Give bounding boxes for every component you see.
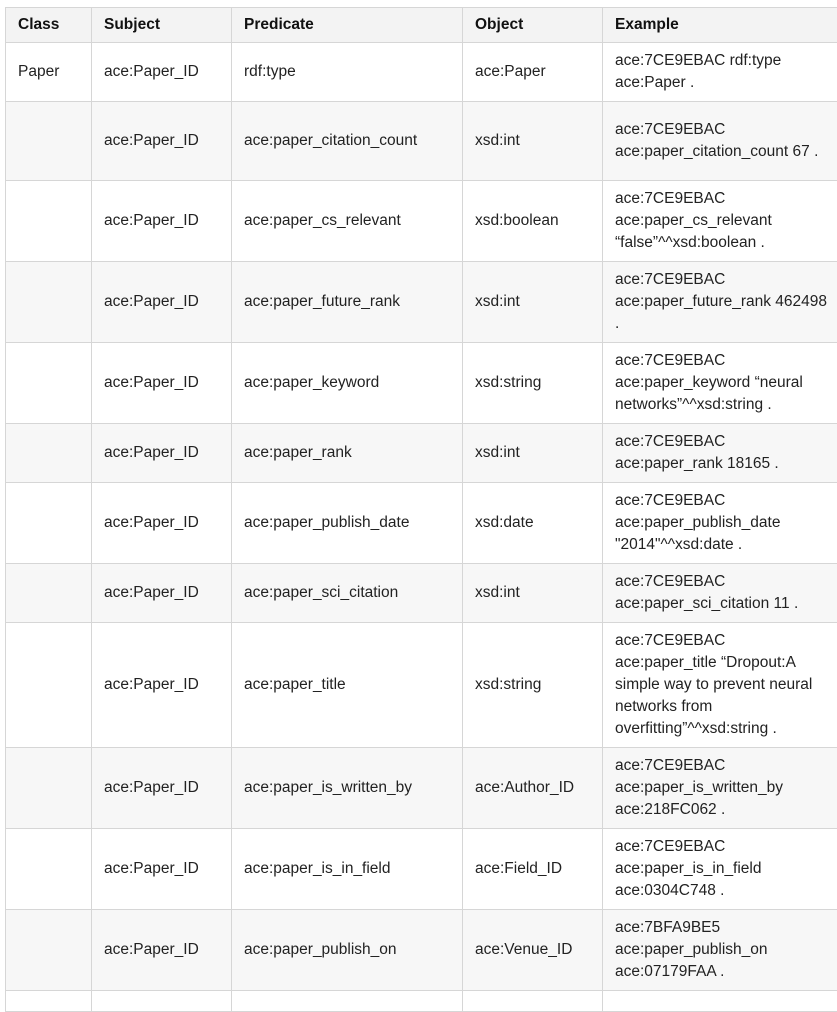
cell-object: ace:Field_ID bbox=[463, 829, 603, 910]
table-row bbox=[6, 829, 837, 910]
cell-subject: ace:Paper_ID bbox=[92, 181, 232, 262]
cell-predicate: ace:paper_cs_relevant bbox=[232, 181, 463, 262]
schema-table-container bbox=[5, 7, 837, 1012]
cell-subject: ace:Paper_ID bbox=[92, 829, 232, 910]
cell-predicate: ace:paper_is_written_by bbox=[232, 748, 463, 829]
cell-object: ace:Venue_ID bbox=[463, 910, 603, 991]
cell-class bbox=[6, 343, 92, 424]
cell-object: xsd:string bbox=[463, 343, 603, 424]
header-class: Class bbox=[6, 8, 92, 43]
cell-example: ace:7CE9EBAC ace:paper_publish_date "2014"^^xsd:date . bbox=[603, 483, 837, 564]
header-predicate: Predicate bbox=[232, 8, 463, 43]
cell-example: ace:7CE9EBAC ace:paper_future_rank 462498 . bbox=[603, 262, 837, 343]
table-row bbox=[6, 424, 837, 483]
cell-empty bbox=[6, 991, 92, 1012]
cell-class bbox=[6, 829, 92, 910]
cell-example: ace:7CE9EBAC ace:paper_title “Dropout:A simple way to prevent neural networks from overfitting”^^xsd:string . bbox=[603, 623, 837, 748]
cell-class bbox=[6, 102, 92, 181]
cell-class: Paper bbox=[6, 43, 92, 102]
cell-empty bbox=[92, 991, 232, 1012]
cell-predicate: rdf:type bbox=[232, 43, 463, 102]
cell-example: ace:7BFA9BE5 ace:paper_publish_on ace:07179FAA . bbox=[603, 910, 837, 991]
table-row bbox=[6, 181, 837, 262]
table-row bbox=[6, 43, 837, 102]
header-subject: Subject bbox=[92, 8, 232, 43]
table-row bbox=[6, 343, 837, 424]
cell-subject: ace:Paper_ID bbox=[92, 262, 232, 343]
cell-predicate: ace:paper_sci_citation bbox=[232, 564, 463, 623]
cell-predicate: ace:paper_title bbox=[232, 623, 463, 748]
table-row bbox=[6, 262, 837, 343]
cell-empty bbox=[232, 991, 463, 1012]
table-row bbox=[6, 483, 837, 564]
cell-predicate: ace:paper_citation_count bbox=[232, 102, 463, 181]
table-row bbox=[6, 102, 837, 181]
cell-subject: ace:Paper_ID bbox=[92, 623, 232, 748]
cell-example: ace:7CE9EBAC ace:paper_rank 18165 . bbox=[603, 424, 837, 483]
cell-class bbox=[6, 483, 92, 564]
cell-subject: ace:Paper_ID bbox=[92, 43, 232, 102]
cell-subject: ace:Paper_ID bbox=[92, 910, 232, 991]
cell-class bbox=[6, 181, 92, 262]
schema-table bbox=[5, 7, 837, 1012]
cell-example: ace:7CE9EBAC ace:paper_cs_relevant “false”^^xsd:boolean . bbox=[603, 181, 837, 262]
cell-object: xsd:date bbox=[463, 483, 603, 564]
cell-empty bbox=[603, 991, 837, 1012]
header-example: Example bbox=[603, 8, 837, 43]
cell-object: ace:Author_ID bbox=[463, 748, 603, 829]
cell-object: ace:Paper bbox=[463, 43, 603, 102]
cell-subject: ace:Paper_ID bbox=[92, 102, 232, 181]
cell-object: xsd:int bbox=[463, 262, 603, 343]
cell-class bbox=[6, 910, 92, 991]
cell-class bbox=[6, 564, 92, 623]
cell-class bbox=[6, 748, 92, 829]
cell-empty bbox=[463, 991, 603, 1012]
cell-class bbox=[6, 262, 92, 343]
table-row-partial bbox=[6, 991, 837, 1012]
cell-subject: ace:Paper_ID bbox=[92, 424, 232, 483]
cell-example: ace:7CE9EBAC ace:paper_is_in_field ace:0304C748 . bbox=[603, 829, 837, 910]
cell-class bbox=[6, 623, 92, 748]
header-row bbox=[6, 8, 837, 43]
table-row bbox=[6, 564, 837, 623]
table-row bbox=[6, 748, 837, 829]
cell-subject: ace:Paper_ID bbox=[92, 483, 232, 564]
cell-subject: ace:Paper_ID bbox=[92, 748, 232, 829]
cell-example: ace:7CE9EBAC ace:paper_keyword “neural networks”^^xsd:string . bbox=[603, 343, 837, 424]
cell-predicate: ace:paper_is_in_field bbox=[232, 829, 463, 910]
cell-subject: ace:Paper_ID bbox=[92, 343, 232, 424]
cell-predicate: ace:paper_publish_date bbox=[232, 483, 463, 564]
cell-predicate: ace:paper_rank bbox=[232, 424, 463, 483]
cell-example: ace:7CE9EBAC ace:paper_sci_citation 11 . bbox=[603, 564, 837, 623]
cell-object: xsd:string bbox=[463, 623, 603, 748]
header-object: Object bbox=[463, 8, 603, 43]
table-row bbox=[6, 910, 837, 991]
cell-example: ace:7CE9EBAC rdf:type ace:Paper . bbox=[603, 43, 837, 102]
cell-example: ace:7CE9EBAC ace:paper_citation_count 67 . bbox=[603, 102, 837, 181]
cell-object: xsd:boolean bbox=[463, 181, 603, 262]
cell-class bbox=[6, 424, 92, 483]
cell-predicate: ace:paper_keyword bbox=[232, 343, 463, 424]
cell-object: xsd:int bbox=[463, 102, 603, 181]
cell-predicate: ace:paper_future_rank bbox=[232, 262, 463, 343]
cell-object: xsd:int bbox=[463, 564, 603, 623]
table-row bbox=[6, 623, 837, 748]
cell-predicate: ace:paper_publish_on bbox=[232, 910, 463, 991]
cell-object: xsd:int bbox=[463, 424, 603, 483]
cell-subject: ace:Paper_ID bbox=[92, 564, 232, 623]
cell-example: ace:7CE9EBAC ace:paper_is_written_by ace:218FC062 . bbox=[603, 748, 837, 829]
